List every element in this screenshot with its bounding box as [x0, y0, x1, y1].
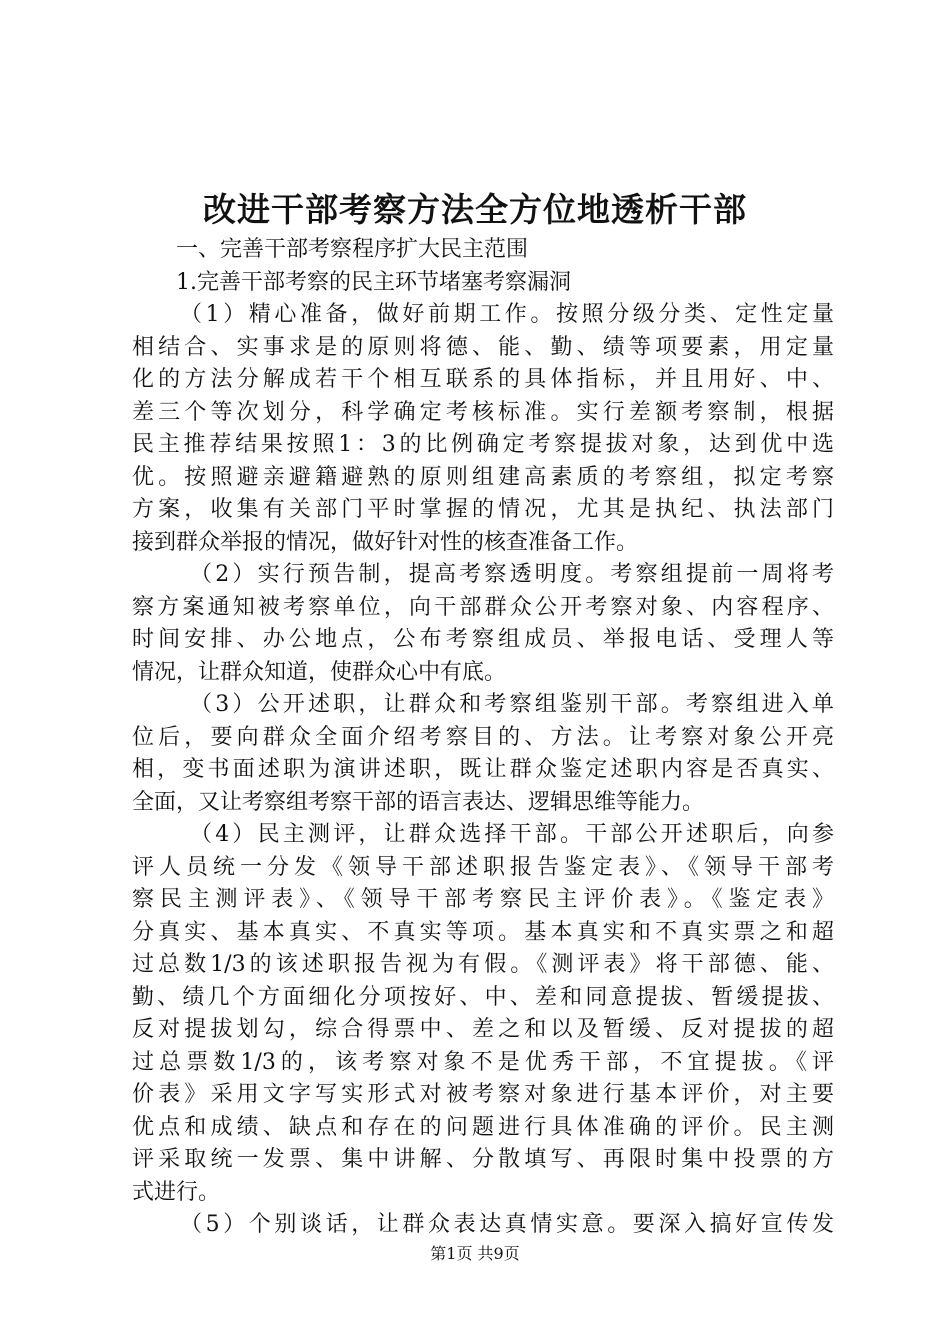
- paragraph-line: 差三个等次划分，科学确定考核标准。实行差额考察制，根据: [132, 399, 834, 425]
- paragraph-line: 位后，要向群众全面介绍考察目的、方法。让考察对象公开亮: [132, 724, 834, 750]
- paragraph-line: 察民主测评表》、《领导干部考察民主评价表》。《鉴定表》: [132, 887, 834, 912]
- section-heading: 一、完善干部考察程序扩大民主范围: [176, 237, 529, 262]
- paragraph-line: （4）民主测评，让群众选择干部。干部公开述职后，向参: [190, 822, 834, 847]
- paragraph-line: 分真实、基本真实、不真实等项。基本真实和不真实票之和超: [132, 919, 834, 945]
- paragraph-line: 反对提拔划勾，综合得票中、差之和以及暂缓、反对提拔的超: [132, 1017, 834, 1042]
- page-number: 第1页 共9页: [430, 1244, 520, 1263]
- paragraph-line: 相，变书面述职为演讲述职，既让群众鉴定述职内容是否真实、: [132, 757, 834, 782]
- paragraph-line: 情况，让群众知道，使群众心中有底。: [132, 659, 507, 685]
- paragraph-line: 优。按照避亲避籍避熟的原则组建高素质的考察组，拟定考察: [132, 464, 834, 490]
- paragraph-line: 时间安排、办公地点，公布考察组成员、举报电话、受理人等: [132, 627, 834, 652]
- paragraph-line: 过总数1/3的该述职报告视为有假。《测评表》将干部德、能、: [132, 952, 834, 977]
- document-body: [132, 234, 834, 1242]
- paragraph-line: 优点和成绩、缺点和存在的问题进行具体准确的评价。民主测: [132, 1114, 834, 1140]
- paragraph-line: 过总票数1/3的，该考察对象不是优秀干部，不宜提拔。《评: [132, 1049, 834, 1075]
- paragraph-line: 评人员统一分发《领导干部述职报告鉴定表》、《领导干部考: [132, 854, 834, 880]
- subsection-heading: 1.完善干部考察的民主环节堵塞考察漏洞: [176, 269, 571, 295]
- paragraph-line: （1）精心准备，做好前期工作。按照分级分类、定性定量: [180, 302, 834, 327]
- paragraph-line: 察方案通知被考察单位，向干部群众公开考察对象、内容程序、: [132, 594, 834, 620]
- paragraph-line: 化的方法分解成若干个相互联系的具体指标，并且用好、中、: [132, 367, 834, 392]
- paragraph-line: 相结合、实事求是的原则将德、能、勤、绩等项要素，用定量: [132, 334, 834, 360]
- document-title: 改进干部考察方法全方位地透析干部: [203, 190, 747, 229]
- paragraph-line: （5）个别谈话，让群众表达真情实意。要深入搞好宣传发: [180, 1212, 834, 1237]
- paragraph-line: （2）实行预告制，提高考察透明度。考察组提前一周将考: [190, 562, 834, 587]
- paragraph-line: 价表》采用文字写实形式对被考察对象进行基本评价，对主要: [132, 1082, 834, 1107]
- paragraph-line: 方案，收集有关部门平时掌握的情况，尤其是执纪、执法部门: [132, 497, 834, 522]
- paragraph-line: 接到群众举报的情况，做好针对性的核查准备工作。: [132, 529, 639, 555]
- paragraph-line: 勤、绩几个方面细化分项按好、中、差和同意提拔、暂缓提拔、: [132, 984, 834, 1010]
- paragraph-line: 评采取统一发票、集中讲解、分散填写、再限时集中投票的方: [132, 1147, 834, 1172]
- paragraph-line: 全面，又让考察组考察干部的语言表达、逻辑思维等能力。: [132, 789, 705, 815]
- paragraph-line: 式进行。: [132, 1179, 221, 1205]
- paragraph-line: （3）公开述职，让群众和考察组鉴别干部。考察组进入单: [190, 692, 834, 717]
- paragraph-line: 民主推荐结果按照1：3的比例确定考察提拔对象，达到优中选: [132, 432, 834, 457]
